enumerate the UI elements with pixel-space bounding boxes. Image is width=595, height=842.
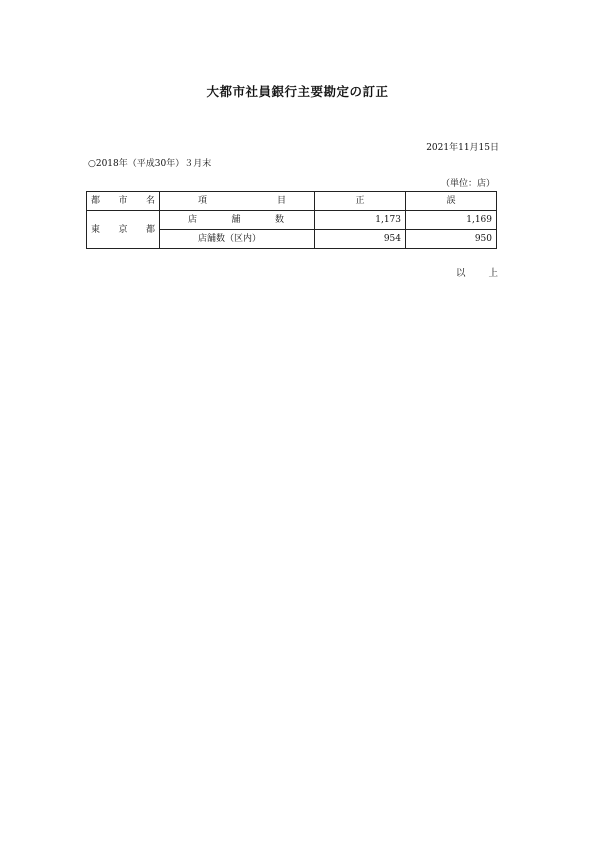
document-date: 2021年11月15日: [426, 143, 499, 153]
header-item: [160, 192, 315, 211]
header-city-name: [87, 192, 160, 211]
header-error: 誤: [406, 192, 497, 211]
header-item-char: 項: [198, 196, 208, 206]
header-item-char: 目: [276, 196, 286, 206]
item-char: 店: [188, 215, 198, 225]
survey-period: ○2018年（平成30年）３月末: [88, 159, 212, 169]
closing-char: 以: [456, 268, 466, 279]
header-city-char: 都: [91, 196, 101, 206]
header-city-char: 市: [118, 196, 128, 206]
item-cell: 店舗数（区内）: [160, 230, 315, 249]
city-cell: [87, 211, 160, 249]
city-char: 都: [145, 224, 155, 235]
closing-remark: [456, 265, 498, 279]
item-char: 数: [274, 215, 284, 225]
header-correct: 正: [315, 192, 406, 211]
error-value: 950: [406, 230, 497, 249]
item-char: 舗: [231, 215, 241, 225]
city-char: 東: [91, 224, 101, 235]
document-title: 大都市社員銀行主要勘定の訂正: [206, 84, 389, 99]
closing-char: 上: [488, 268, 498, 279]
error-value: 1,169: [406, 211, 497, 230]
item-cell: [160, 211, 315, 230]
city-char: 京: [118, 224, 128, 235]
correct-value: 1,173: [315, 211, 406, 230]
unit-note: （単位：店）: [440, 179, 495, 189]
correction-table: [86, 191, 497, 249]
table-row: [87, 211, 497, 230]
table-header-row: [87, 192, 497, 211]
header-city-char: 名: [145, 196, 155, 206]
correct-value: 954: [315, 230, 406, 249]
